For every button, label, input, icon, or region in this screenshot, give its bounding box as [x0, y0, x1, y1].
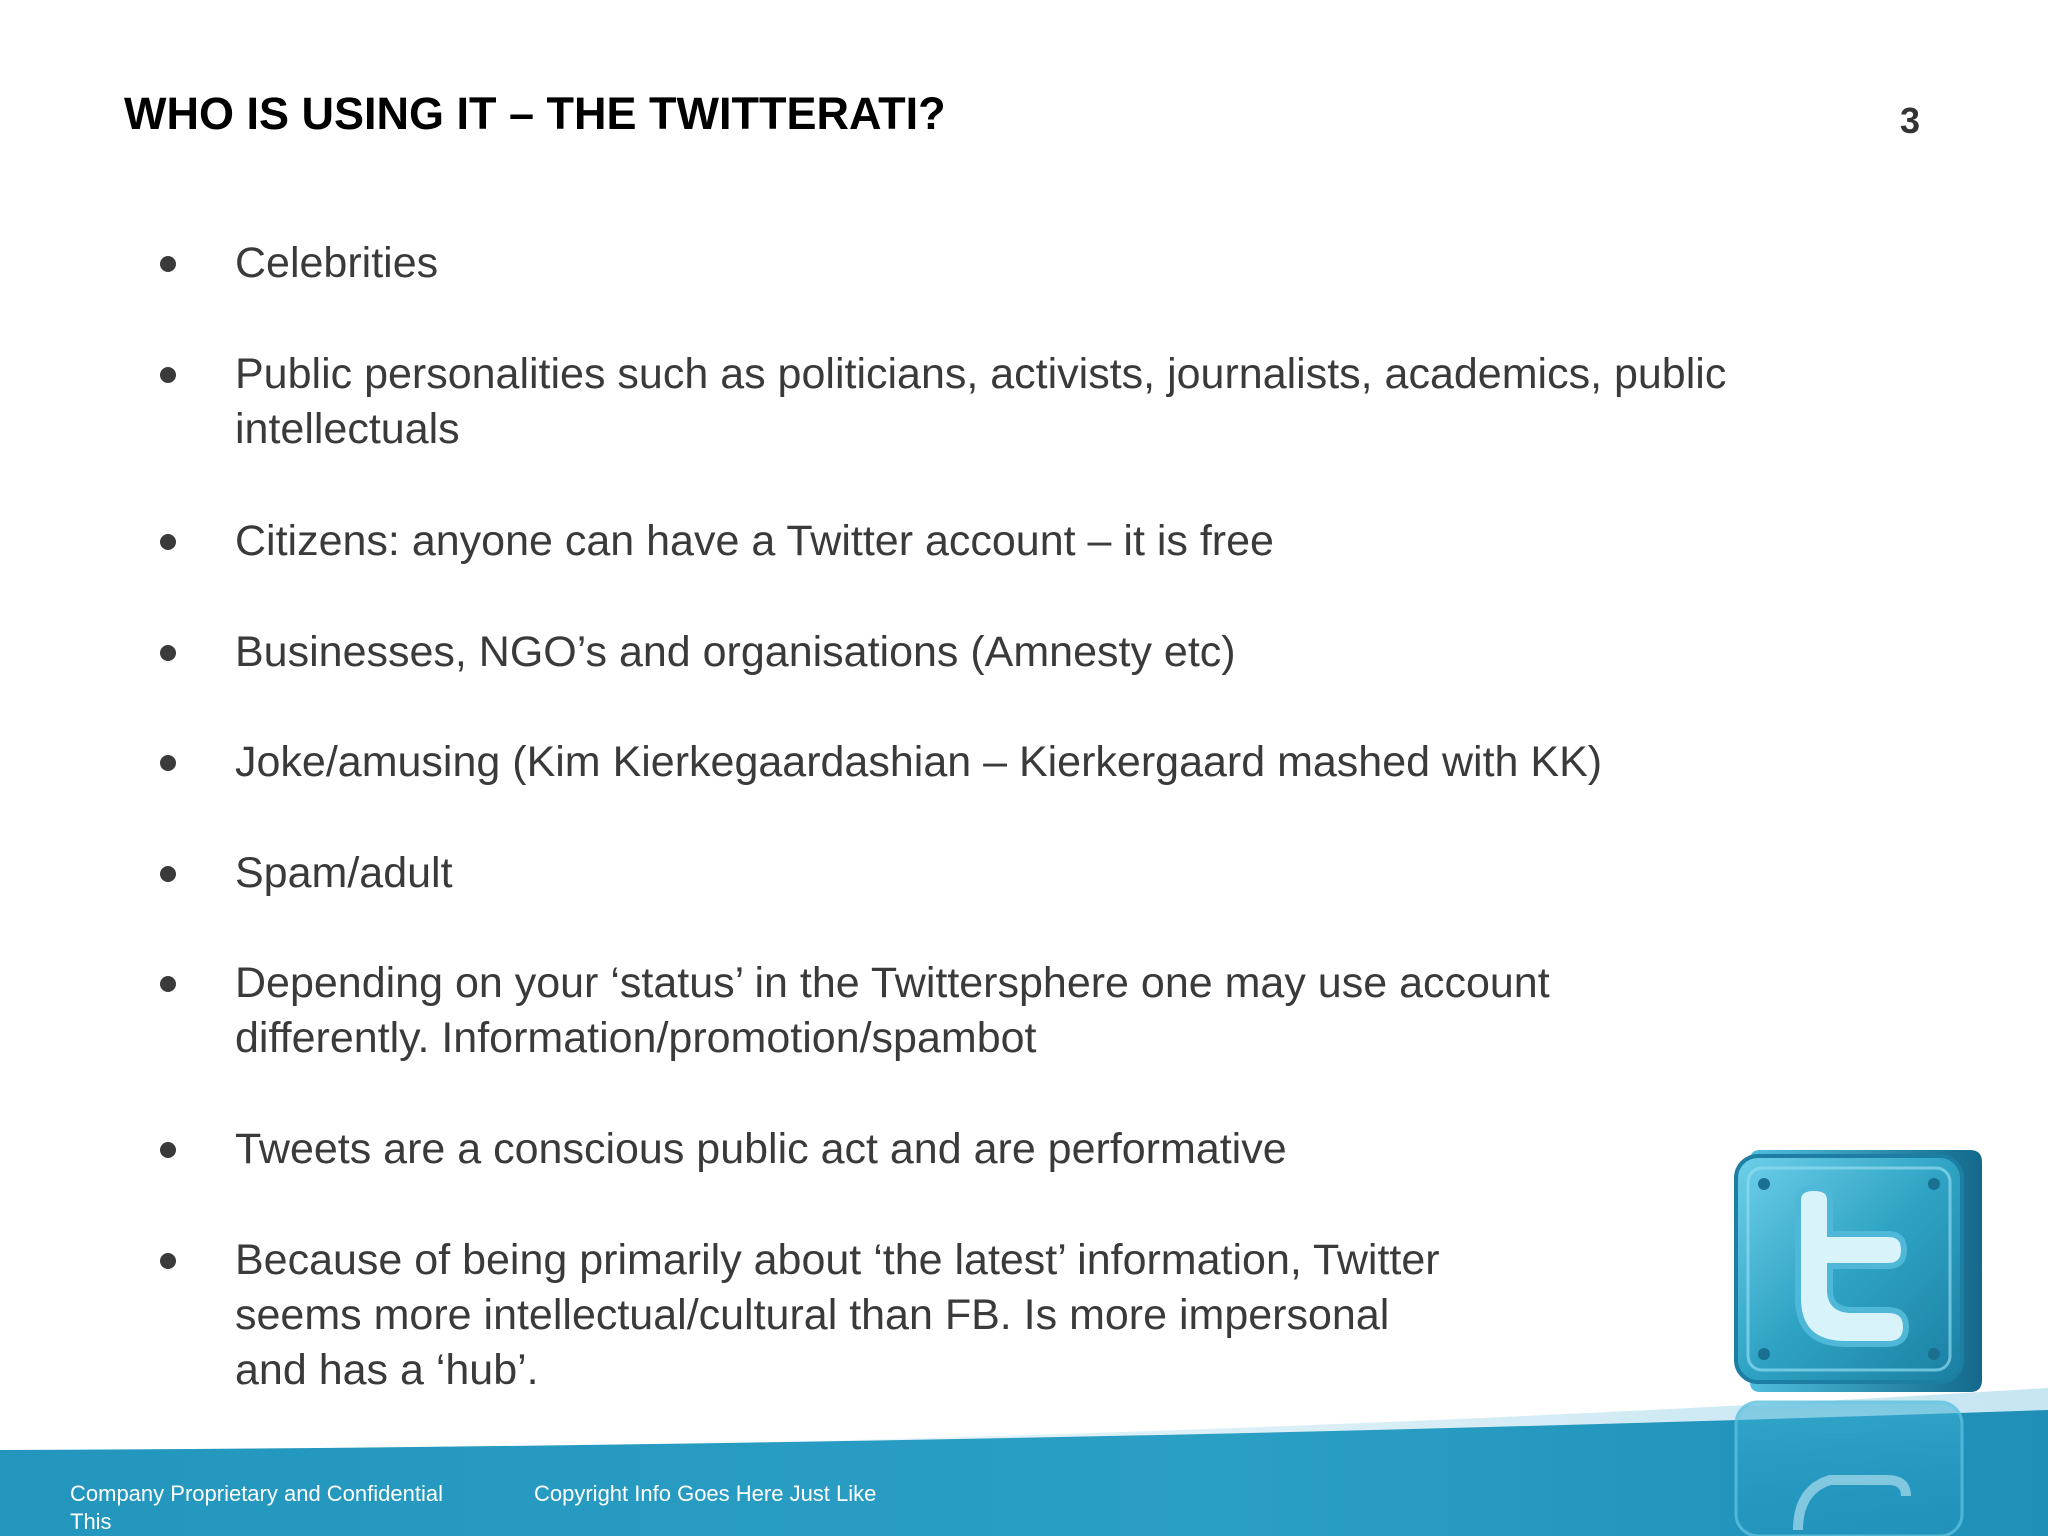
bullet-dot: [160, 976, 176, 992]
slide-number: 3: [1899, 100, 1920, 141]
bullet-dot: [160, 534, 176, 550]
bullet-text: Public personalities such as politicians, activists, journalists, academics, public intellectuals: [235, 350, 1727, 453]
bullet-text: Celebrities: [235, 239, 439, 287]
bullet-dot: [160, 645, 176, 661]
bullet-dot: [160, 367, 176, 383]
bullet-text: Businesses, NGO’s and organisations (Amnesty etc): [235, 628, 1236, 676]
footer-confidential: Company Proprietary and Confidential This: [70, 1481, 443, 1534]
bullet-dot: [160, 755, 176, 771]
bullet-text: Tweets are a conscious public act and are performative: [235, 1125, 1287, 1173]
bullet-text: Because of being primarily about ‘the latest’ information, Twitter seems more intellectual/cultural than FB. Is more impersonal and has a ‘hub’.: [235, 1236, 1440, 1394]
bullet-dot: [160, 1253, 176, 1269]
bullet-text: Spam/adult: [235, 849, 453, 897]
bullet-text: Citizens: anyone can have a Twitter account – it is free: [235, 517, 1274, 565]
twitter-logo-icon: [1720, 1130, 2000, 1536]
bullet-dot: [160, 256, 176, 272]
bullet-dot: [160, 866, 176, 882]
bullet-dot: [160, 1142, 176, 1158]
bullet-text: Joke/amusing (Kim Kierkegaardashian – Kierkergaard mashed with KK): [235, 738, 1603, 786]
footer-copyright: Copyright Info Goes Here Just Like: [534, 1481, 877, 1506]
bullet-text: Depending on your ‘status’ in the Twittersphere one may use account differently. Information/promotion/spambot: [235, 959, 1550, 1062]
slide-title: WHO IS USING IT – THE TWITTERATI?: [124, 88, 946, 139]
